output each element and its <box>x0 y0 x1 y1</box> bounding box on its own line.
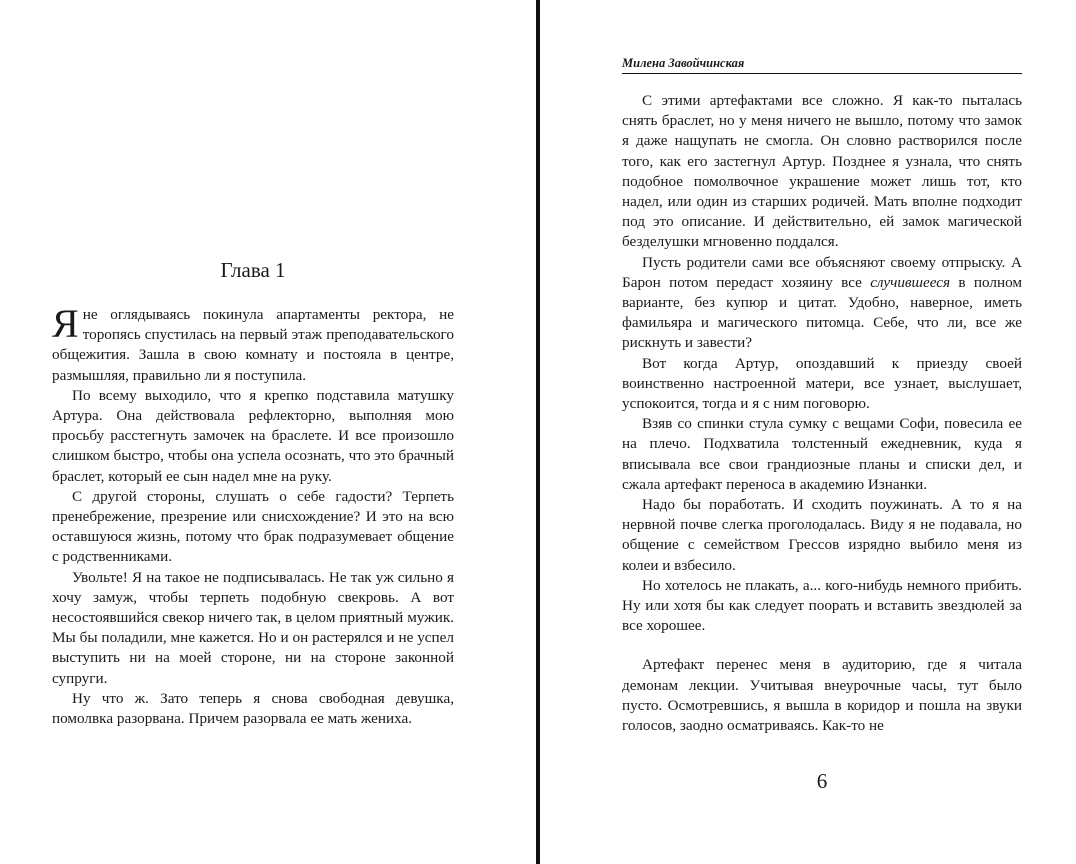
opening-paragraph-text: не оглядываясь покинула апартаменты ректора, не торопясь спустилась на первый этаж преподавательского общежития. Зашла в свою комнату и постояла в центре, размышляя, правильно ли я поступила. <box>52 306 454 384</box>
paragraph-text: в полном варианте, без купюр и цитат. Удобно, наверное, иметь фамильяра и магического питомца. Себе, что ли, все же рискнуть и завести? <box>622 273 1022 352</box>
left-paragraph: По всему выходило, что я крепко подставила матушку Артура. Она действовала рефлекторно, выполняя мою просьбу расстегнуть замочек на браслете. И все произошло слишком быстро, чтобы она успела осознать, что это брачный браслет, который ее сын надел мне на руку. <box>52 386 455 485</box>
opening-paragraph <box>52 301 454 386</box>
book-spine-divider <box>536 0 540 864</box>
right-page <box>542 0 1076 864</box>
left-paragraph: С другой стороны, слушать о себе гадости? Терпеть пренебрежение, презрение или снисхождение? И это на всю оставшуюся жизнь, потому что брак подразумевает общение с родственниками. <box>52 487 454 566</box>
right-paragraph: Артефакт перенес меня в аудиторию, где я читала демонам лекции. Учитывая внеурочные часы, тут было пусто. Осмотревшись, я вышла в коридор и пошла на звуки голосов, заодно осматриваясь. Как-то не <box>622 656 1022 735</box>
right-paragraph <box>622 253 1022 354</box>
left-paragraph: Ну что ж. Зато теперь я снова свободная девушка, помолвка разорвана. Причем разорвала ее мать жениха. <box>52 689 454 728</box>
page-number: 6 <box>816 769 828 793</box>
paragraph-text: Пусть родители сами все объясняют своему отпрыску. А Барон потом передаст хозяину все <box>622 253 1022 291</box>
right-page-text <box>622 91 1022 736</box>
chapter-title: Глава 1 <box>220 258 286 282</box>
right-paragraph: Но хотелось не плакать, а... кого-нибудь немного прибить. Ну или хотя бы как следует поорать и вставить звездюлей за все хорошее. <box>622 576 1022 635</box>
running-header: Милена Завойчинская <box>622 55 1022 74</box>
right-paragraph: Взяв со спинки стула сумку с вещами Софи, повесила ее на плечо. Подхватила толстенный ежедневник, куда я вписывала все свои грандиозные планы и списки дел, и сжала артефакт переноса в академию Изнанки. <box>622 415 1022 493</box>
drop-cap: Я <box>52 301 79 346</box>
right-paragraph: С этими артефактами все сложно. Я как-то пыталась снять браслет, но у меня ничего не вышло, потому что замок я даже нащупать не смогла. Он словно растворился после того, как его застегнул Артур. Позднее я узнала, что снять подобное помолвочное украшение может лишь тот, кто надел, или один из старших родичей. Мать вполне подходит под это описание. И действительно, ей замок магической безделушки мгновенно поддался. <box>622 92 1022 251</box>
left-page-text <box>52 301 455 729</box>
italic-word: случившееся <box>870 273 951 291</box>
right-paragraph: Надо бы поработать. И сходить поужинать. А то я на нервной почве слегка проголодалась. Виду я не подавала, но общение с семейством Грессов изрядно выбило меня из колеи и взбесило. <box>622 496 1022 574</box>
left-paragraph: Увольте! Я на такое не подписывалась. Не так уж сильно я хочу замуж, чтобы терпеть подобную свекровь. А вот несостоявшийся свекор ничего так, в целом приятный мужик. Мы бы поладили, мне кажется. Но и он растерялся и не успел выступить ни на моей стороне, ни на стороне законной супруги. <box>52 568 454 687</box>
left-page <box>0 0 536 864</box>
right-paragraph: Вот когда Артур, опоздавший к приезду своей воинственно настроенной матери, все узнает, выслушает, успокоится, тогда и я с ним поговорю. <box>622 354 1022 413</box>
